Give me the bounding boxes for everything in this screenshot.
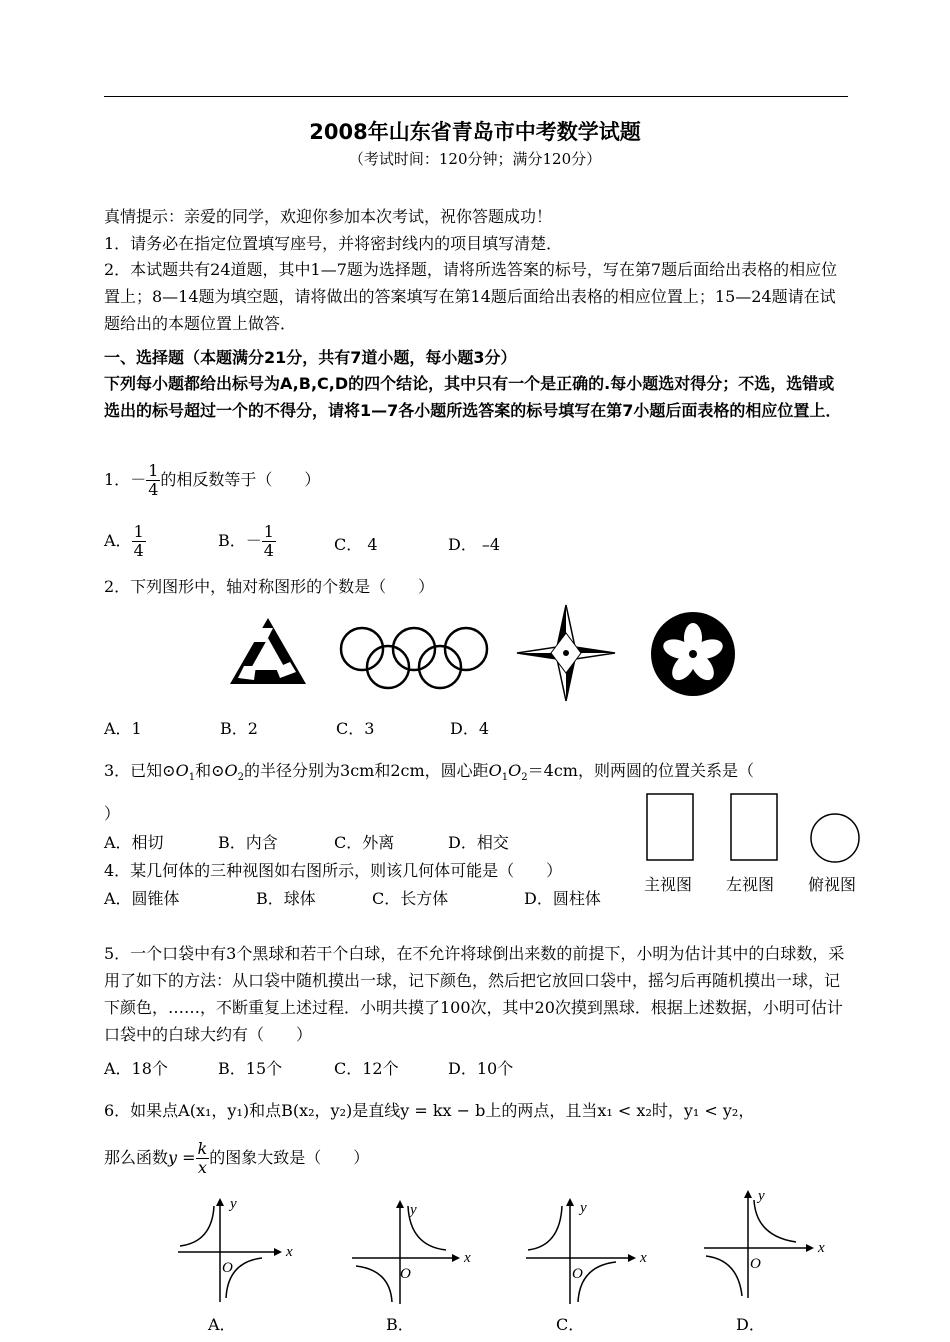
- graph-b-label: B．: [386, 1315, 414, 1334]
- q3-option-d: D．相交: [448, 833, 509, 852]
- section-instructions: 下列每小题都给出标号为A,B,C,D的四个结论，其中只有一个是正确的.每小题选对得分；不选，选错或选出的标号超过一个的不得分，请将1—7各小题所选答案的标号填写在第7小题后面表格的相应位置上．: [104, 374, 842, 420]
- q2-option-c: C．3: [336, 719, 375, 738]
- question-6-line-1: 6．如果点A(x₁，y₁)和点B(x₂，y₂)是直线y = kx − b上的两点，且当x₁ < x₂时，y₁ < y₂，: [104, 1101, 755, 1120]
- question-3: 3．已知$⊙O_1$和$⊙O_2$的半径分别为3cm和2cm，圆心距$O_1O_2=4cm$，则两圆的位置关系是（: [104, 761, 754, 784]
- q3-option-b: B．内含: [218, 833, 278, 852]
- graph-c-label: C．: [556, 1315, 585, 1334]
- svg-text:O: O: [750, 1256, 761, 1272]
- graph-a-label: A．: [208, 1315, 236, 1334]
- top-view-label: 俯视图: [808, 875, 857, 894]
- q4-option-c: C．长方体: [372, 889, 449, 908]
- page-title: 2008年山东省青岛市中考数学试题: [309, 120, 641, 144]
- question-4: 4．某几何体的三种视图如右图所示，则该几何体可能是（ ）: [104, 861, 563, 880]
- olympic-rings-figure: [338, 625, 494, 691]
- q3-option-c: C．外离: [334, 833, 395, 852]
- greeting: 真情提示：亲爱的同学，欢迎你参加本次考试，祝你答题成功！: [104, 207, 553, 226]
- side-view-rectangle: [730, 793, 778, 861]
- front-view-rectangle: [646, 793, 694, 861]
- top-view-circle: [809, 812, 861, 864]
- graph-d-label: D．: [736, 1315, 765, 1334]
- q1-option-c: C． 4: [334, 535, 378, 554]
- svg-text:x: x: [640, 1250, 647, 1266]
- q2-option-d: D．4: [450, 719, 490, 738]
- svg-text:x: x: [464, 1250, 471, 1266]
- rule-1: 1．请务必在指定位置填写座号，并将密封线内的项目填写清楚．: [104, 234, 563, 253]
- svg-text:y: y: [580, 1200, 587, 1216]
- question-1: 1．－ $\frac{1}{4}$ 的相反数等于（ ）: [104, 461, 321, 499]
- q4-option-d: D．圆柱体: [524, 889, 601, 908]
- exam-info: （考试时间：120分钟；满分120分）: [348, 150, 602, 168]
- rule-2: 2．本试题共有24道题，其中1—7题为选择题，请将所选答案的标号，写在第7题后面给出表格的相应位置上；8—14题为填空题，请将做出的答案填写在第14题后面给出表格的相应位置上；15—24题请在试题给出的本题位置上做答．: [104, 260, 838, 333]
- q4-option-b: B．球体: [256, 889, 316, 908]
- svg-text:y: y: [410, 1202, 417, 1218]
- q2-option-b: B．2: [220, 719, 258, 738]
- graph-d: [704, 1186, 830, 1302]
- axis-y-label: y: [230, 1196, 237, 1212]
- svg-text:O: O: [572, 1266, 583, 1282]
- q5-option-c: C．12个: [334, 1059, 399, 1078]
- q3-option-a: A．相切: [104, 833, 164, 852]
- fraction: $\frac{1}{4}$: [148, 461, 159, 499]
- q5-option-a: A．18个: [104, 1059, 168, 1078]
- origin-label: O: [222, 1260, 233, 1276]
- q1-option-d: D． –4: [448, 535, 501, 554]
- bauhinia-flower-figure: [649, 610, 737, 698]
- q5-option-d: D．10个: [448, 1059, 514, 1078]
- q3-close-paren: ）: [104, 804, 121, 823]
- graph-b: [352, 1196, 474, 1306]
- q1-option-b: B．－ $\frac{1}{4}$: [218, 522, 274, 560]
- question-6-line-2: 那么函数y = $\frac{k}{x}$ 的图象大致是（ ）: [104, 1139, 370, 1177]
- question-2: 2．下列图形中，轴对称图形的个数是（ ）: [104, 577, 435, 596]
- axis-x-label: x: [286, 1244, 293, 1260]
- svg-text:x: x: [818, 1240, 825, 1256]
- q5-option-b: B．15个: [218, 1059, 283, 1078]
- recycle-symbol-figure: [228, 612, 308, 694]
- header-rule: [104, 96, 848, 97]
- graph-c: [526, 1194, 650, 1306]
- section-heading: 一、选择题（本题满分21分，共有7道小题，每小题3分）: [104, 348, 517, 367]
- svg-text:y: y: [758, 1188, 765, 1204]
- svg-text:O: O: [400, 1266, 411, 1282]
- front-view-label: 主视图: [644, 875, 693, 894]
- side-view-label: 左视图: [726, 875, 775, 894]
- compass-star-figure: [515, 603, 617, 703]
- q1-option-a: A． $\frac{1}{4}$: [104, 522, 144, 560]
- q2-option-a: A．1: [104, 719, 142, 738]
- q4-option-a: A．圆锥体: [104, 889, 180, 908]
- graph-a: [178, 1194, 298, 1304]
- question-5: 5．一个口袋中有3个黑球和若干个白球，在不允许将球倒出来数的前提下，小明为估计其中的白球数，采用了如下的方法：从口袋中随机摸出一球，记下颜色，然后把它放回口袋中，摇匀后再随机摸出一球，记下颜色，……，不断重复上述过程．小明共摸了100次，其中20次摸到黑球．根据上述数据，小明可估计口袋中的白球大约有（ ）: [104, 944, 845, 1044]
